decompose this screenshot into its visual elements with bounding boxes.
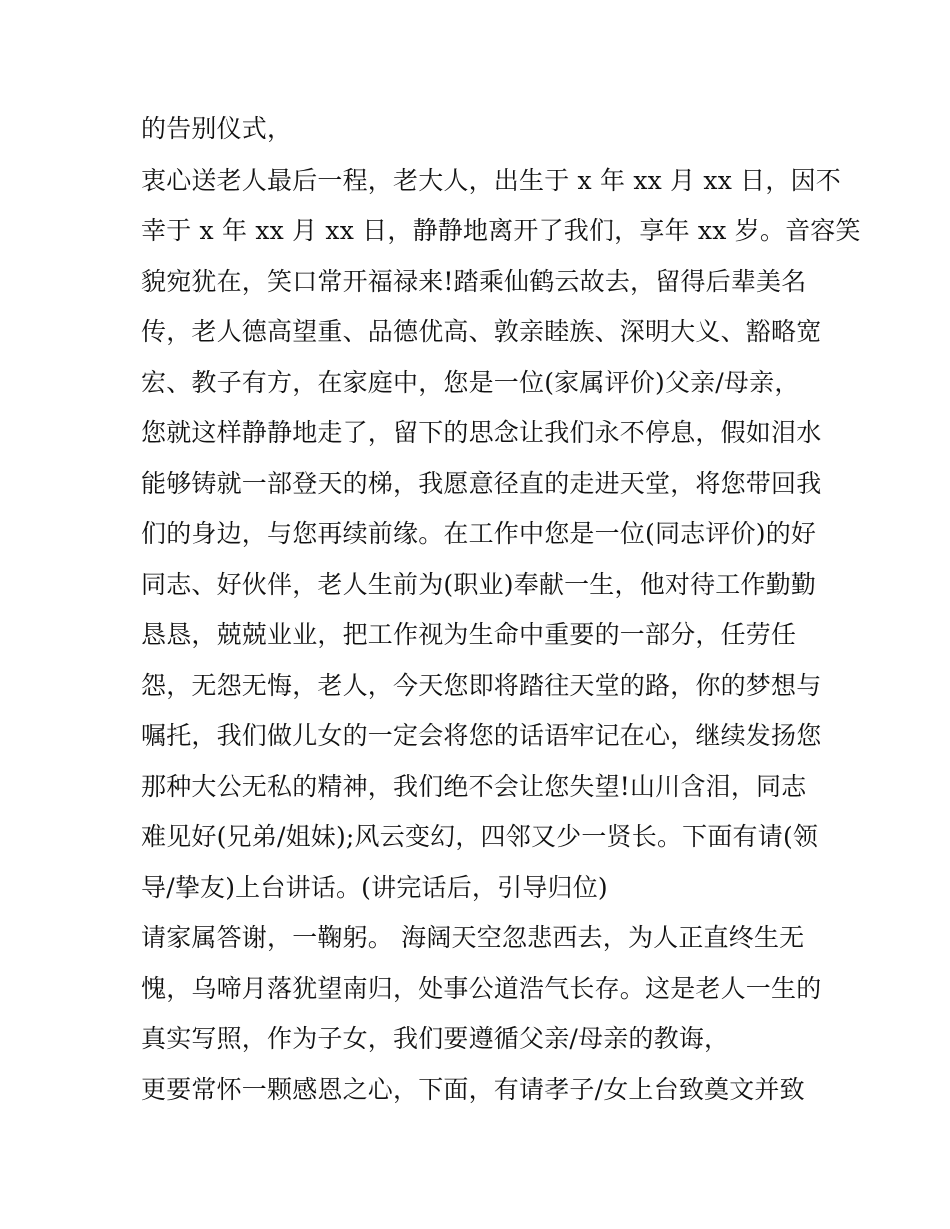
text-line: 导/挚友)上台讲话。(讲完话后，引导归位) [141, 873, 608, 902]
text-line: 衷心送老人最后一程，老大人，出生于 x 年 xx 月 xx 日，因不 [141, 166, 841, 195]
text-line: 能够铸就一部登天的梯，我愿意径直的走进天堂，将您带回我 [141, 469, 822, 498]
text-line: 更要常怀一颗感恩之心，下面，有请孝子/女上台致奠文并致 [141, 1075, 805, 1104]
text-line: 幸于 x 年 xx 月 xx 日，静静地离开了我们，享年 xx 岁。音容笑 [141, 216, 861, 245]
text-line: 您就这样静静地走了，留下的思念让我们永不停息，假如泪水 [141, 418, 822, 447]
text-line: 嘱托，我们做儿女的一定会将您的话语牢记在心，继续发扬您 [141, 721, 822, 750]
text-line: 传，老人德高望重、品德优高、敦亲睦族、深明大义、豁略宽 [141, 317, 822, 346]
text-line: 难见好(兄弟/姐妹);风云变幻，四邻又少一贤长。下面有请(领 [141, 822, 819, 851]
text-line: 愧，乌啼月落犹望南归，处事公道浩气长存。这是老人一生的 [141, 974, 822, 1003]
text-line: 同志、好伙伴，老人生前为(职业)奉献一生，他对待工作勤勤 [141, 570, 817, 599]
text-line: 们的身边，与您再续前缘。在工作中您是一位(同志评价)的好 [141, 519, 817, 548]
text-line: 貌宛犹在，笑口常开福禄来!踏乘仙鹤云故去，留得后辈美名 [141, 267, 807, 296]
text-line: 真实写照，作为子女，我们要遵循父亲/母亲的教诲， [141, 1024, 730, 1053]
text-line: 恳恳，兢兢业业，把工作视为生命中重要的一部分，任劳任 [141, 620, 797, 649]
text-line: 那种大公无私的精神，我们绝不会让您失望!山川含泪，同志 [141, 772, 807, 801]
text-line: 怨，无怨无悔，老人，今天您即将踏往天堂的路，你的梦想与 [141, 671, 822, 700]
text-line: 宏、教子有方，在家庭中，您是一位(家属评价)父亲/母亲， [141, 368, 800, 397]
text-line: 的告别仪式， [141, 114, 293, 143]
text-line: 请家属答谢，一鞠躬。 海阔天空忽悲西去，为人正直终生无 [141, 923, 805, 952]
